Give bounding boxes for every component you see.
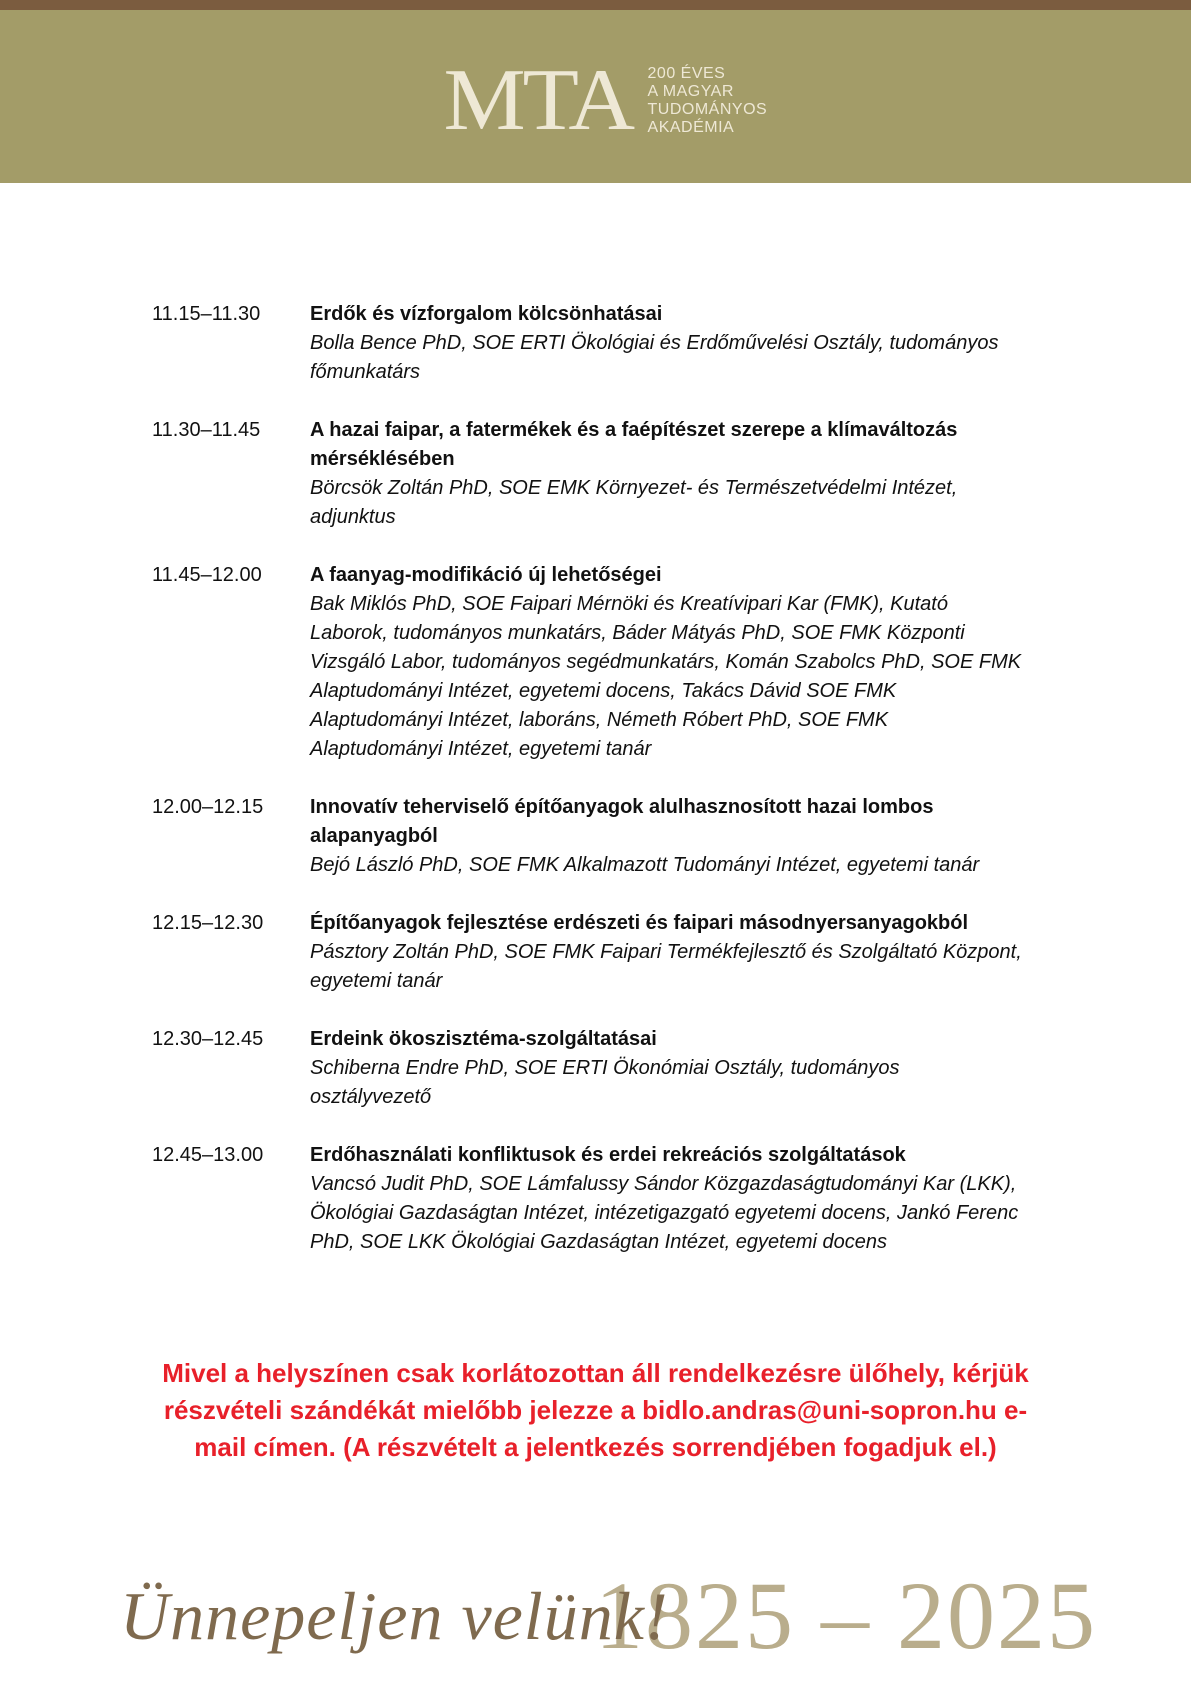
logo-subtitle-line: 200 ÉVES (647, 65, 726, 82)
logo-subtitle-line: TUDOMÁNYOS (647, 101, 768, 118)
program-slot (152, 1025, 1032, 1112)
slot-body (310, 561, 1025, 764)
slot-body (310, 300, 1025, 387)
slot-time: 11.15–11.30 (152, 303, 261, 325)
slot-title: Építőanyagok fejlesztése erdészeti és faipari másodnyersanyagokból (310, 912, 969, 934)
footer-slogan: Ünnepeljen velünk! (120, 1578, 669, 1654)
logo-mta-text: MTA (443, 52, 633, 149)
slot-time: 12.15–12.30 (152, 912, 264, 934)
logo-subtitle-line: AKADÉMIA (647, 119, 735, 136)
slot-title: Erdők és vízforgalom kölcsönhatásai (310, 303, 663, 325)
slot-time: 11.30–11.45 (152, 419, 261, 441)
slot-speakers: Börcsök Zoltán PhD, SOE EMK Környezet- és Természetvédelmi Intézet, adjunktus (310, 477, 958, 528)
slot-speakers: Schiberna Endre PhD, SOE ERTI Ökonómiai Osztály, tudományos osztályvezető (310, 1057, 900, 1108)
slot-speakers: Vancsó Judit PhD, SOE Lámfalussy Sándor Közgazdaságtudományi Kar (LKK), Ökológiai Gazdaságtan Intézet, intézetigazgató egyetemi docens, Jankó Ferenc PhD, SOE LKK Ökológiai Gazdaságtan Intézet, egyetemi docens (310, 1173, 1019, 1253)
slot-title: A hazai faipar, a fatermékek és a faépítészet szerepe a klímaváltozás mérséklésében (310, 419, 958, 470)
slot-title: Innovatív teherviselő építőanyagok alulhasznosított hazai lombos alapanyagból (310, 796, 934, 847)
footer-banner (0, 1560, 1191, 1684)
slot-body (310, 1141, 1025, 1257)
slot-body (310, 1025, 1025, 1112)
logo-subtitle-line: A MAGYAR (647, 83, 734, 100)
program-slot (152, 793, 1032, 880)
registration-notice: Mivel a helyszínen csak korlátozottan áll rendelkezésre ülőhely, kérjük részvételi szándékát mielőbb jelezze a bidlo.andras@uni-sopron.hu e-mail címen. (A részvételt a jelentkezés sorrendjében fogadjuk el.) (162, 1358, 1029, 1462)
slot-speakers: Bolla Bence PhD, SOE ERTI Ökológiai és Erdőművelési Osztály, tudományos főmunkatárs (310, 332, 999, 383)
slot-body (310, 793, 1025, 880)
footer-years: 1825 – 2025 (595, 1562, 1097, 1669)
slot-time: 12.45–13.00 (152, 1144, 264, 1166)
slot-speakers: Bak Miklós PhD, SOE Faipari Mérnöki és Kreatívipari Kar (FMK), Kutató Laborok, tudományos munkatárs, Báder Mátyás PhD, SOE FMK Központi Vizsgáló Labor, tudományos segédmunkatárs, Komán Szabolcs PhD, SOE FMK Alaptudományi Intézet, egyetemi docens, Takács Dávid SOE FMK Alaptudományi Intézet, laboráns, Németh Róbert PhD, SOE FMK Alaptudományi Intézet, egyetemi tanár (310, 593, 1022, 760)
slot-time: 12.30–12.45 (152, 1028, 264, 1050)
logo-subtitle (648, 65, 768, 137)
program-slot (152, 300, 1032, 387)
slot-title: A faanyag-modifikáció új lehetőségei (310, 564, 662, 586)
slot-body (310, 416, 1025, 532)
slot-title: Erdőhasználati konfliktusok és erdei rekreációs szolgáltatások (310, 1144, 906, 1166)
slot-time: 12.00–12.15 (152, 796, 264, 818)
slot-body (310, 909, 1025, 996)
program-slot (152, 909, 1032, 996)
program-list (152, 300, 1032, 1286)
program-slot (152, 1141, 1032, 1257)
slot-speakers: Pásztory Zoltán PhD, SOE FMK Faipari Termékfejlesztő és Szolgáltató Központ, egyetemi tanár (310, 941, 1022, 992)
slot-speakers: Bejó László PhD, SOE FMK Alkalmazott Tudományi Intézet, egyetemi tanár (310, 854, 980, 876)
mta-logo (443, 52, 768, 149)
header-banner (0, 0, 1191, 183)
program-slot (152, 416, 1032, 532)
program-slot (152, 561, 1032, 764)
slot-time: 11.45–12.00 (152, 564, 262, 586)
slot-title: Erdeink ökoszisztéma-szolgáltatásai (310, 1028, 657, 1050)
